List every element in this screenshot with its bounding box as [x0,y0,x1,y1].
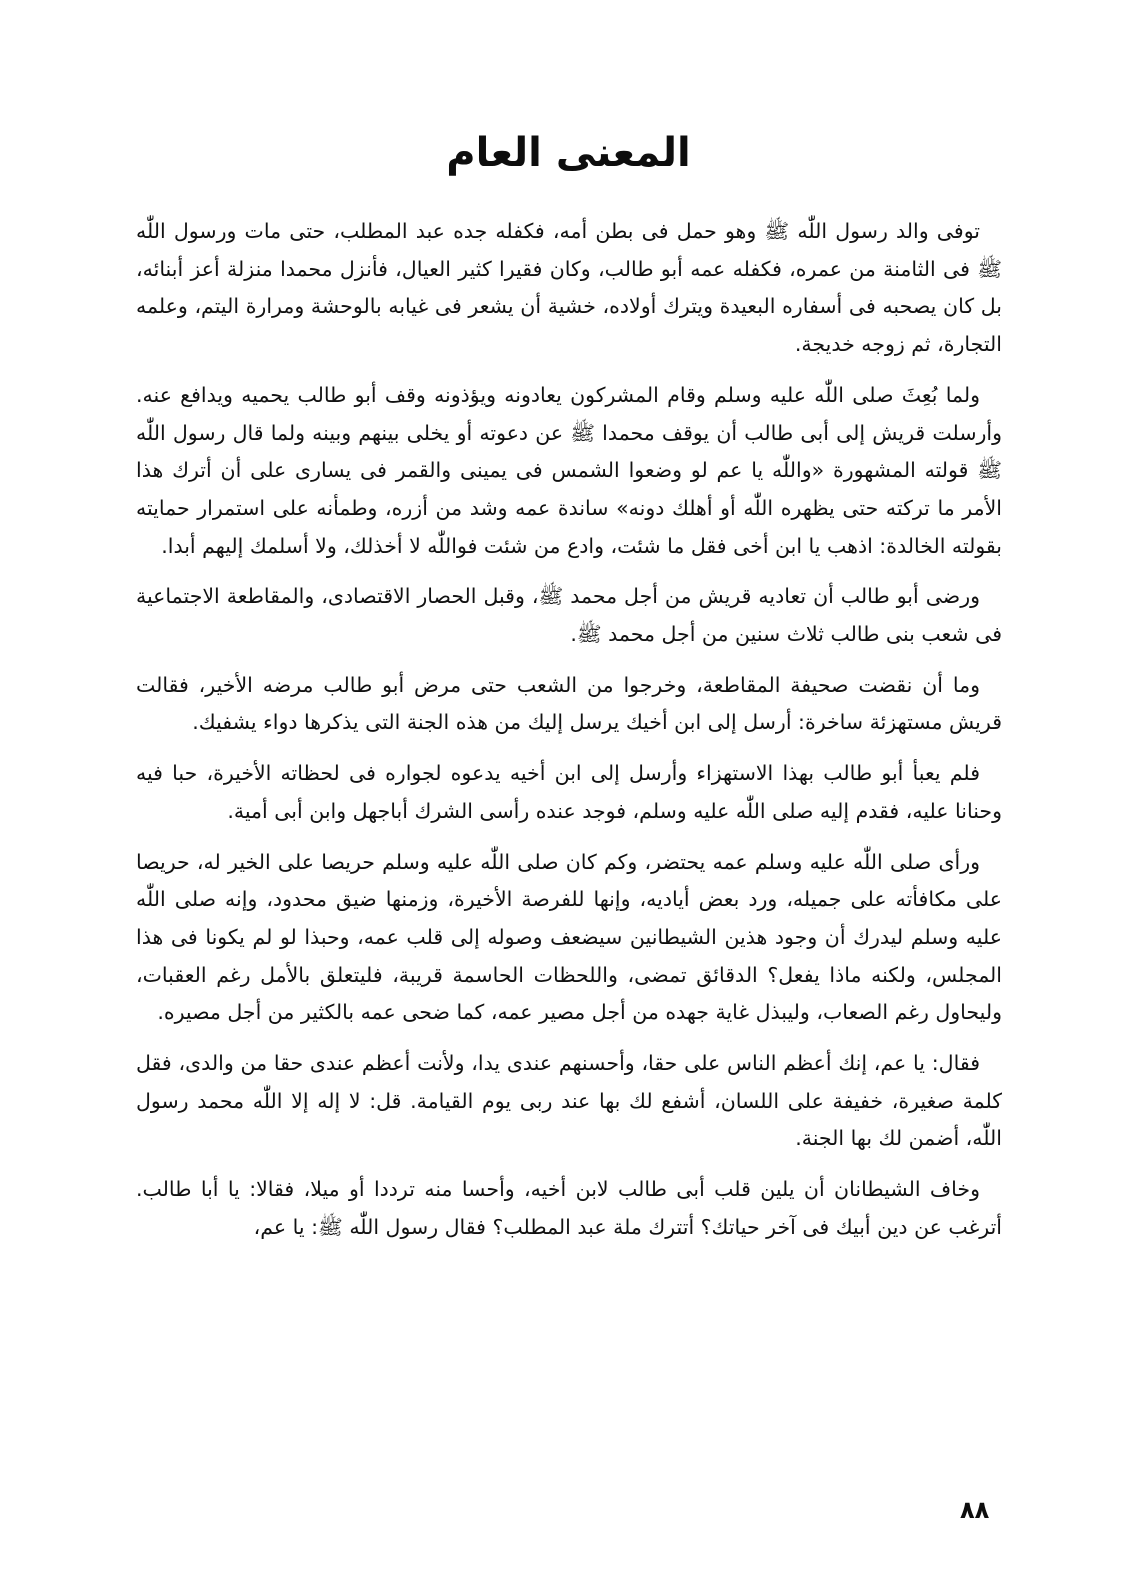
page-number: ٨٨ [960,1496,990,1524]
page-title: المعنى العام [446,130,691,176]
paragraph-6: ورأى صلى اللّٰه عليه وسلم عمه يحتضر، وكم كان صلى اللّٰه عليه وسلم حريصا على الخير له، حريصا على مكافأته على جميله، ورد بعض أياديه، وإنها للفرصة الأخيرة، وزمنها ضيق محدود، وإنه صلى اللّٰه عليه وسلم ليدرك أن وجود هذين الشيطانين سيضعف وصوله إلى قلب عمه، وحبذا لو لم يكونا فى هذا المجلس، ولكنه ماذا يفعل؟ الدقائق تمضى، واللحظات الحاسمة قريبة، فليتعلق بالأمل رغم العقبات، وليحاول رغم الصعاب، وليبذل غاية جهده من أجل مصير عمه، كما ضحى عمه بالكثير من أجل مصيره. [136,849,1002,1025]
paragraph-8: وخاف الشيطانان أن يلين قلب أبى طالب لابن أخيه، وأحسا منه ترددا أو ميلا، فقالا: يا أبا طالب. أترغب عن دين أبيك فى آخر حياتك؟ أتترك ملة عبد المطلب؟ فقال رسول اللّٰه ﷺ: يا عم، [136,1177,1002,1239]
paragraph-4: وما أن نقضت صحيفة المقاطعة، وخرجوا من الشعب حتى مرض أبو طالب مرضه الأخير، فقالت قريش مستهزئة ساخرة: أرسل إلى ابن أخيك يرسل إليك من هذه الجنة التى يذكرها دواء يشفيك. [136,672,1002,735]
paragraph-2: ولما بُعِثَ صلى اللّٰه عليه وسلم وقام المشركون يعادونه ويؤذونه وقف أبو طالب يحميه ويدافع عنه. وأرسلت قريش إلى أبى طالب أن يوقف محمدا ﷺ عن دعوته أو يخلى بينهم وبينه ولما قال رسول اللّٰه ﷺ قولته المشهورة «واللّٰه يا عم لو وضعوا الشمس فى يمينى والقمر فى يسارى على أن أترك هذا الأمر ما تركته حتى يظهره اللّٰه أو أهلك دونه» ساندة عمه وشد من أزره، وطمأنه على استمرار حمايته بقولته الخالدة: اذهب يا ابن أخى فقل ما شئت، وادع من شئت فواللّٰه لا أخذلك، ولا أسلمك إليهم أبدا. [136,382,1002,558]
paragraph-7: فقال: يا عم، إنك أعظم الناس على حقا، وأحسنهم عندى يدا، ولأنت أعظم عندى حقا من والدى، فقل كلمة صغيرة، خفيفة على اللسان، أشفع لك بها عند ربى يوم القيامة. قل: لا إله إلا اللّٰه محمد رسول اللّٰه، أضمن لك بها الجنة. [136,1051,1002,1151]
paragraph-3: ورضى أبو طالب أن تعاديه قريش من أجل محمد ﷺ، وقبل الحصار الاقتصادى، والمقاطعة الاجتماعية فى شعب بنى طالب ثلاث سنين من أجل محمد ﷺ. [136,584,1002,647]
paragraph-1: توفى والد رسول اللّٰه ﷺ وهو حمل فى بطن أمه، فكفله جده عبد المطلب، حتى مات ورسول اللّٰه ﷺ فى الثامنة من عمره، فكفله عمه أبو طالب، وكان فقيرا كثير العيال، فأنزل محمدا منزلة أعز أبنائه، بل كان يصحبه فى أسفاره البعيدة ويترك أولاده، خشية أن يشعر فى غيابه بالوحشة ومرارة اليتم، وعلمه التجارة، ثم زوجه خديجة. [136,219,1002,357]
body-text [136,213,1002,1260]
paragraph-5: فلم يعبأ أبو طالب بهذا الاستهزاء وأرسل إلى ابن أخيه يدعوه لجواره فى لحظاته الأخيرة، حبا فيه وحنانا عليه، فقدم إليه صلى اللّٰه عليه وسلم، فوجد عنده رأسى الشرك أباجهل وابن أبى أمية. [136,761,1002,823]
